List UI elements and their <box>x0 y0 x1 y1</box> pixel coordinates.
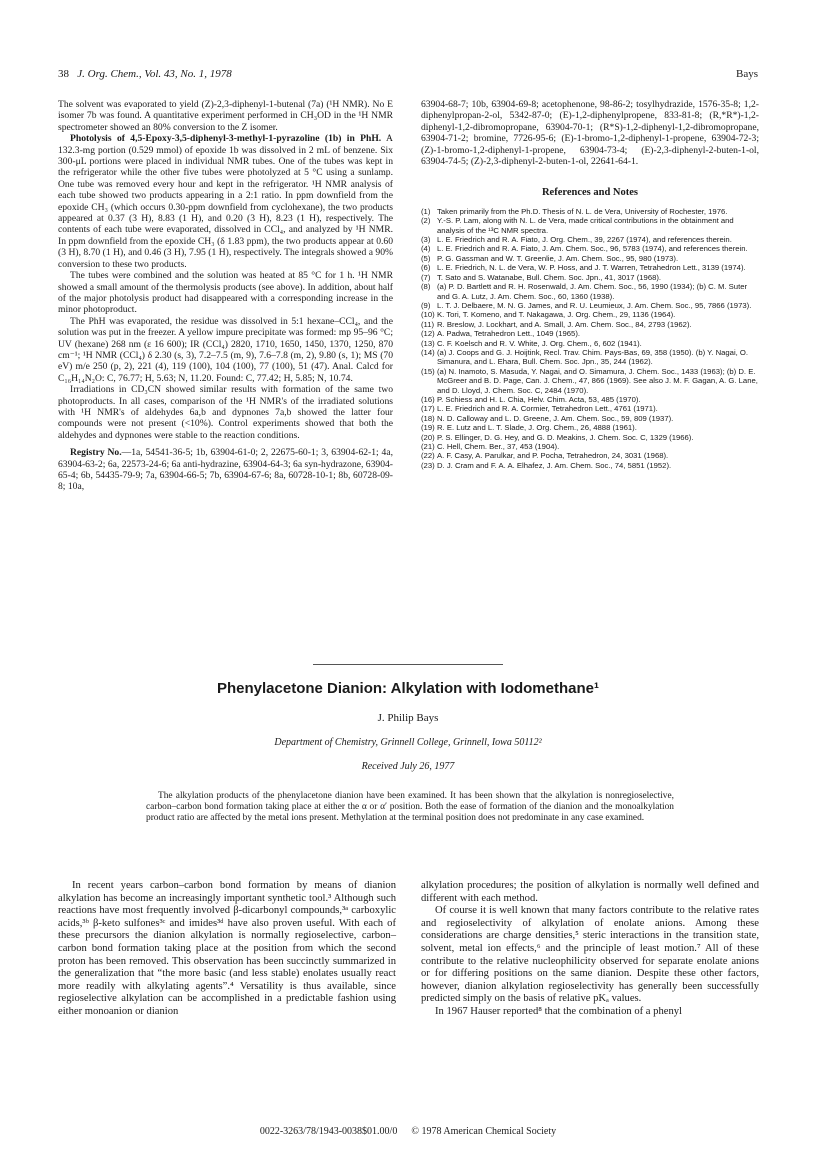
reference-number: (9) <box>421 300 431 310</box>
reference-number: (10) <box>421 310 435 320</box>
reference-text: L. T. J. Delbaere, M. N. G. James, and R. U. Leumieux, J. Am. Chem. Soc., 95, 7866 (1973). <box>437 300 752 310</box>
journal-citation: J. Org. Chem., Vol. 43, No. 1, 1978 <box>77 68 232 80</box>
reference-number: (23) <box>421 460 435 470</box>
article-divider <box>313 664 503 665</box>
running-head <box>58 68 758 80</box>
reference-number: (3) <box>421 235 431 245</box>
reference-item <box>421 348 759 367</box>
abstract-text: The alkylation products of the phenylacetone dianion have been examined. It has been shown that the alkylation is nonregioselective, carbon–carbon bond formation taking place at either the α or α′ position. Both the ease of formation of the dianion and the monoalkylation product ratio are affected by the metal ions present. Methylation at the terminal position does not predominate in any case examined. <box>146 791 674 824</box>
reference-item <box>421 235 759 244</box>
paragraph <box>58 133 393 270</box>
reference-number: (12) <box>421 329 435 339</box>
reference-item <box>421 395 759 404</box>
reference-item <box>421 263 759 272</box>
page-footer <box>0 1126 816 1137</box>
reference-number: (18) <box>421 413 435 423</box>
article-title: Phenylacetone Dianion: Alkylation with Iodomethane¹ <box>217 680 599 697</box>
reference-text: K. Tori, T. Komeno, and T. Nakagawa, J. Org. Chem., 29, 1136 (1964). <box>437 310 676 320</box>
paragraph: The solvent was evaporated to yield (Z)-2,3-diphenyl-1-butenal (7a) (¹H NMR). No E isomer 7b was found. A quantitative experiment performed in CH₃OD in the ¹H NMR spectrometer showed an 80% conversion to the Z isomer. <box>58 99 393 133</box>
article-abstract <box>146 791 674 825</box>
reference-number: (5) <box>421 253 431 263</box>
article-body-left <box>58 880 396 1019</box>
reference-text: L. E. Friedrich and R. A. Fiato, J. Org. Chem., 39, 2267 (1974), and references therein. <box>437 235 732 245</box>
reference-number: (21) <box>421 442 435 451</box>
reference-text: Y.-S. P. Lam, along with N. L. de Vera, made critical contributions in the obtainment and analysis of the ¹³C NMR spectra. <box>437 216 734 235</box>
article-code: 0022-3263/78/1943-0038$01.00/0 <box>259 1126 398 1137</box>
reference-item <box>421 273 759 282</box>
reference-item <box>421 301 759 310</box>
paragraph: In recent years carbon–carbon bond formation by means of dianion alkylation has become an increasingly important synthetic tool.³ Although such reactions have most frequently involved β-dicarbonyl compounds,³ᵃ carboxylic acids,³ᵇ β-keto sulfones³ᶜ and imides³ᵈ have also proven useful. With each of these precursors the dianion alkylation is normally regioselective, carbon–carbon bond formation taking place at the position from which the second proton has been removed. This observation has been succinctly summarized in the generalization that “the more basic (and less stable) enolates usually react more readily with alkylating agents”.⁴ Versatility is thus available, since regioselective alkylation can be accomplished in a predictable fashion using either monoanion or dianion <box>58 880 396 1017</box>
section-runin-heading: Photolysis of 4,5-Epoxy-3,5-diphenyl-3-methyl-1-pyrazoline (1b) in PhH. <box>70 133 382 145</box>
paragraph: The PhH was evaporated, the residue was dissolved in 5:1 hexane–CCl₄, and the solution was put in the freezer. A yellow impure precipitate was formed: mp 95–96 °C; UV (hexane) 268 nm (ε 16 600); IR (CCl₄) 2820, 1710, 1650, 1450, 1370, 1250, 870 cm⁻¹; ¹H NMR (CCl₄) δ 2.30 (s, 3), 7.2–7.5 (m, 9), 7.6–7.8 (m, 2), 9.80 (s, 1); MS (70 eV) m/e 250 (p, 2), 221 (4), 119 (100), 104 (100), 77 (100), 51 (47). Anal. Calcd for C₁₆H₁₄N₂O: C, 76.77; H, 5.63; N, 11.20. Found: C, 77.42; H, 5.85; N, 10.74. <box>58 315 393 384</box>
reference-text: A. Padwa, Tetrahedron Lett., 1049 (1965). <box>437 329 581 339</box>
paragraph: Irradiations in CD₃CN showed similar results with formation of the same two photoproducts. In all cases, comparison of the ¹H NMR's of the irradiated solutions with ¹H NMR's of aldehydes 6a,b and dypnones 7a,b showed the latter four compounds were not present (<10%). Control experiments showed that both the aldehydes and dypnones were stable to the reaction conditions. <box>58 384 393 441</box>
reference-number: (14) <box>421 347 435 357</box>
reference-number: (17) <box>421 404 435 414</box>
registry-text: —1a, 54541-36-5; 1b, 63904-61-0; 2, 22675-60-1; 3, 63904-62-1; 4a, 63904-63-2; 6a, 22573-24-6; 6a anti-hydrazine, 63904-64-3; 6a syn-hydrazone, 63904-65-4; 6b, 54435-79-9; 7a, 63904-66-5; 7b, 63904-67-6; 8a, 60728-10-1; 8b, 60728-09-8; 10a, <box>58 447 393 493</box>
article-received-date: Received July 26, 1977 <box>361 761 455 772</box>
reference-number: (13) <box>421 338 435 348</box>
reference-item <box>421 451 759 460</box>
article-affiliation: Department of Chemistry, Grinnell College, Grinnell, Iowa 50112² <box>274 737 542 748</box>
reference-item <box>421 433 759 442</box>
reference-number: (6) <box>421 263 431 273</box>
running-head-author: Bays <box>736 68 758 80</box>
registry-heading: Registry No. <box>70 447 122 459</box>
article-author: J. Philip Bays <box>377 712 439 724</box>
reference-text: R. E. Lutz and L. T. Slade, J. Org. Chem., 26, 4888 (1961). <box>437 423 637 433</box>
paragraph-text: A 132.3-mg portion (0.529 mmol) of epoxide 1b was dissolved in 2 mL of benzene. Six 300-μL portions were placed in individual NMR tubes. One of the tubes was kept in the refrigerator while the other five tubes were photolyzed at 5 °C using a sunlamp. One tube was removed every hour and kept in the refrigerator. ¹H NMR analysis of each tube showed two products appearing in a 2:1 ratio. In ppm downfield from the epoxide CH₃ (which occurs 0.30-ppm downfield from cyclohexane), the two products appeared at 0.37 (3 H), 8.83 (1 H), and 0.20 (3 H), 8.23 (1 H), respectively. The contents of each tube were evaporated, dissolved in CCl₄, and analyzed by ¹H NMR. In ppm downfield from the epoxide CH₃ (δ 1.83 ppm), the two products appear at 0.60 (3 H), 8.70 (1 H), and 0.46 (3 H), 7.95 (1 H), respectively. The integrals showed a 90% conversion to these two products. <box>58 133 393 270</box>
reference-text: P. G. Gassman and W. T. Greenlie, J. Am. Chem. Soc., 95, 980 (1973). <box>437 253 679 263</box>
reference-text: R. Breslow, J. Lockhart, and A. Small, J. Am. Chem. Soc., 84, 2793 (1962). <box>437 319 692 329</box>
reference-item <box>421 282 759 301</box>
paragraph: The tubes were combined and the solution was heated at 85 °C for 1 h. ¹H NMR showed a small amount of the thermolysis products (see above). In addition, about half of the major photolysis product had disappeared with a corresponding increase in the minor photoproduct. <box>58 270 393 316</box>
reference-text: C. Hell, Chem. Ber., 37, 453 (1904). <box>437 442 560 451</box>
reference-item <box>421 329 759 338</box>
reference-number: (15) <box>421 366 435 376</box>
reference-text: D. J. Cram and F. A. A. Elhafez, J. Am. Chem. Soc., 74, 5851 (1952). <box>437 460 672 470</box>
reference-text: T. Sato and S. Watanabe, Bull. Chem. Soc. Jpn., 41, 3017 (1968). <box>437 272 662 282</box>
reference-number: (19) <box>421 423 435 433</box>
reference-item <box>421 244 759 253</box>
paragraph: In 1967 Hauser reported⁸ that the combination of a phenyl <box>435 1005 682 1017</box>
reference-item <box>421 310 759 319</box>
reference-item <box>421 216 759 235</box>
reference-text: (a) N. Inamoto, S. Masuda, Y. Nagai, and O. Simamura, J. Chem. Soc., 1433 (1963); (b) D. E. McGreer and B. D. Page, Can. J. Chem., 47, 866 (1969). See also J. M. F. Gagan, A. G. Lane, and D. Lloyd, J. Chem. Soc. C, 2484 (1970). <box>437 366 758 395</box>
references-list <box>421 207 759 470</box>
page-number: 38 <box>58 68 69 80</box>
registry-continuation: 63904-68-7; 10b, 63904-69-8; acetophenone, 98-86-2; tosylhydrazide, 1576-35-8; 1,2-diphenylpropan-2-ol, 5342-87-0; (E)-1,2-diphenylpropene, 833-81-8; (R,*R*)-1,2-diphenyl-1,2-dibromopropane, 63904-70-1; (R*S)-1,2-diphenyl-1,2-dibromopropane, 63904-71-2; bromine, 7726-95-6; (E)-1-bromo-1,2-diphenyl-1-propene, 63904-72-3; (Z)-1-bromo-1,2-diphenyl-1-propene, 63904-73-4; (E)-2,3-diphenyl-2-buten-1-ol, 63904-74-5; (Z)-2,3-diphenyl-2-buten-1-ol, 22641-64-1. <box>421 99 759 168</box>
article-body-right <box>421 880 759 1019</box>
paragraph: Of course it is well known that many factors contribute to the relative rates and regioselectivity of alkylation of enolate anions. Among these considerations are charge densities,⁵ steric interactions in the transition state, solvent, metal ion effects,⁶ and the principle of least motion.⁷ All of these contribute to the relative nucleophilicity observed for separate enolate anions or for differing positions on the same dianion. Despite these other factors, however, dianion alkylation regioselectivity has generally been successfully predicted simply on the basis of relative pKₐ values. <box>421 905 759 1005</box>
reference-text: N. D. Calloway and L. D. Greene, J. Am. Chem. Soc., 59, 809 (1937). <box>437 413 674 423</box>
reference-number: (22) <box>421 451 435 461</box>
reference-item <box>421 461 759 470</box>
reference-number: (2) <box>421 216 431 226</box>
reference-item <box>421 367 759 395</box>
reference-text: (a) J. Coops and G. J. Hoijtink, Recl. Trav. Chim. Pays-Bas, 69, 358 (1950). (b) Y. Nagai, O. Simanura, and L. Ehara, Bull. Chem. Soc. Jpn., 35, 244 (1962). <box>437 347 749 367</box>
reference-text: L. E. Friedrich, N. L. de Vera, W. P. Hoss, and J. T. Warren, Tetrahedron Lett., 3139 (1974). <box>437 263 746 273</box>
reference-text: P. S. Ellinger, D. G. Hey, and G. D. Meakins, J. Chem. Soc. C, 1329 (1966). <box>437 432 694 442</box>
reference-item <box>421 207 759 216</box>
reference-text: A. F. Casy, A. Parulkar, and P. Pocha, Tetrahedron, 24, 3031 (1968). <box>437 451 669 461</box>
reference-item <box>421 320 759 329</box>
references-heading: References and Notes <box>541 187 639 199</box>
reference-text: L. E. Friedrich and R. A. Cormier, Tetrahedron Lett., 4761 (1971). <box>437 404 658 414</box>
reference-item <box>421 404 759 413</box>
reference-text: C. F. Koelsch and R. V. White, J. Org. Chem., 6, 602 (1941). <box>437 338 642 348</box>
reference-number: (16) <box>421 394 435 404</box>
paragraph: alkylation procedures; the position of alkylation is normally well defined and different with each method. <box>421 880 759 904</box>
reference-text: L. E. Friedrich and R. A. Fiato, J. Am. Chem. Soc., 96, 5783 (1974), and references therein. <box>437 244 748 254</box>
reference-number: (8) <box>421 282 431 292</box>
paragraph <box>58 447 393 493</box>
reference-item <box>421 423 759 432</box>
reference-item <box>421 254 759 263</box>
reference-number: (4) <box>421 244 431 254</box>
copyright-notice: © 1978 American Chemical Society <box>411 1126 557 1137</box>
reference-number: (1) <box>421 206 431 216</box>
reference-number: (11) <box>421 319 435 329</box>
reference-item <box>421 442 759 451</box>
left-column <box>58 99 393 493</box>
reference-text: (a) P. D. Bartlett and R. H. Rosenwald, J. Am. Chem. Soc., 56, 1990 (1934); (b) C. M. Suter and G. A. Lutz, J. Am. Chem. Soc., 60, 1360 (1938). <box>437 282 748 301</box>
reference-item <box>421 339 759 348</box>
reference-number: (7) <box>421 272 431 282</box>
reference-item <box>421 414 759 423</box>
right-column <box>421 99 759 470</box>
reference-number: (20) <box>421 432 435 442</box>
reference-text: P. Schiess and H. L. Chia, Helv. Chim. Acta, 53, 485 (1970). <box>437 394 641 404</box>
reference-text: Taken primarily from the Ph.D. Thesis of N. L. de Vera, University of Rochester, 1976. <box>437 206 728 216</box>
